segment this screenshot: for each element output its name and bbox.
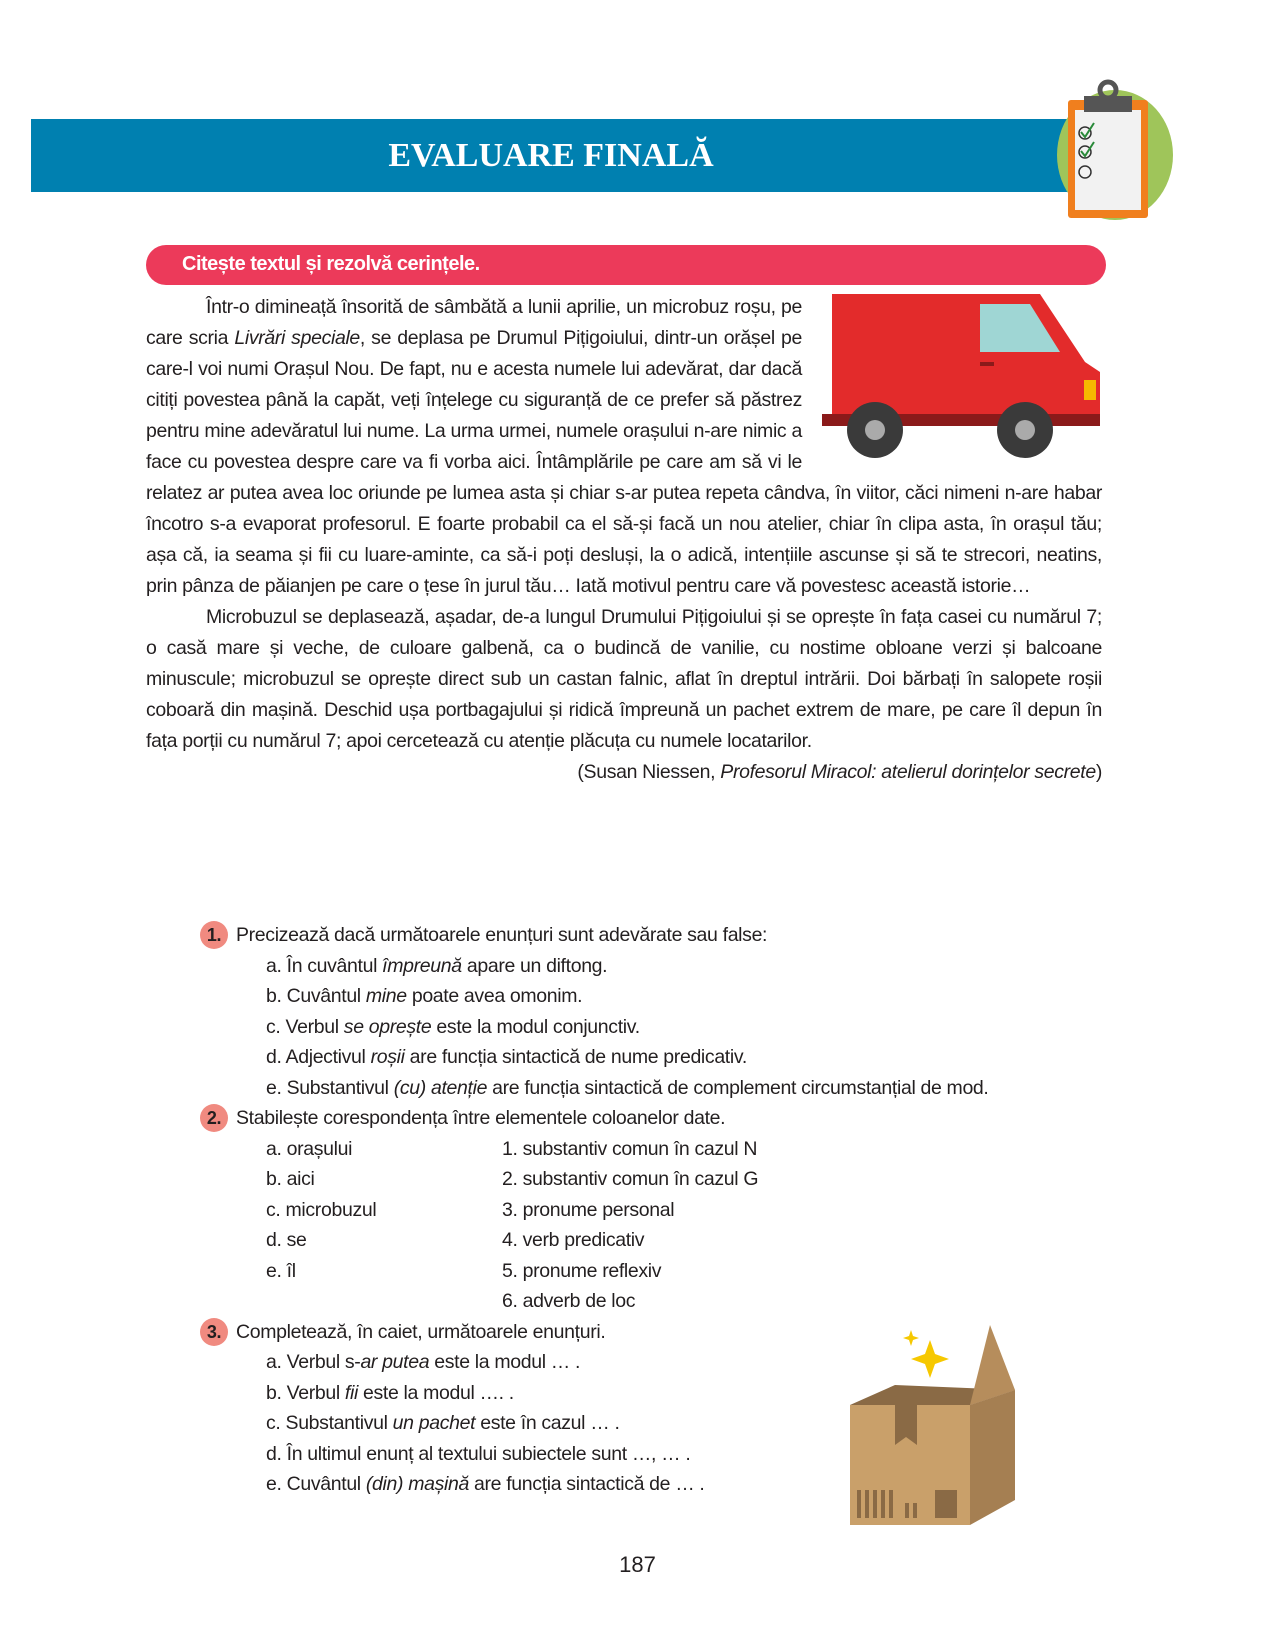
source-citation [146,757,1102,788]
question-text: Precizează dacă următoarele enunțuri sunt adevărate sau false: [236,924,768,946]
match-row [200,1164,1102,1195]
text-run: 1. substantiv comun în cazul N [502,1137,758,1160]
text-italic: Livrări speciale [234,327,360,349]
page-title: EVALUARE FINALĂ [388,137,714,174]
question-item [200,951,1102,982]
text-run: mine [365,985,407,1007]
paragraph: Microbuzul se deplasează, așadar, de-a lungul Drumului Pițigoiului și se oprește în fața casei cu numărul 7; o casă mare și veche, de culoare galbenă, ca o budincă de vanilie, cu nostime obloane verzi și balcoane minuscule; microbuzul se oprește direct sub un castan falnic, aflat în dreptul intrării. Doi bărbați în salopete roșii coboară din mașină. Deschid ușa portbagajului și ridică împreună un pachet extrem de mare, pe care îl depun în fața porții cu numărul 7; apoi cercetează cu atenție plăcuța cu numele locatarilor. [146,606,1102,752]
text-run: este în cazul … . [475,1412,620,1434]
package-box-illustration [845,1325,1015,1530]
text-run: , se deplasa pe Drumul Pițigoiului, dintr-un orășel pe care-l voi numi Orașul Nou. De fapt, nu e acesta numele lui adevărat, dar dacă citiți povestea până la capăt, veți înțelege cu siguranță de ce prefer să păstrez pentru mine adevăratul lui nume. La urma urmei, numele orașului n-are nimic a face cu povestea despre care va fi vorba aici. Întâmplările pe care am să vi le relatez ar putea avea loc oriunde pe lumea asta și chiar s-ar putea repeta cândva, în viitor, căci nimeni n-are habar încotro s-a evaporat profesorul. E foarte probabil ca el să-și facă un nou atelier, chiar în clipa asta, în orașul tău; așa că, ia seama și fii cu luare-aminte, ca să-i poți desluși, la o adică, intențiile ascunse și să te strecori, neatins, prin pânza de păianjen pe care o țese în jurul tău… Iată motivul pentru care vă povestesc această istorie… [146,327,1102,597]
text-run: c. Verbul [266,1015,344,1038]
text-run: ar putea [360,1351,430,1373]
question-1 [200,920,1102,951]
question-item [200,1012,1102,1043]
text-run: e. Cuvântul [266,1473,366,1495]
text-run: Într-o dimineață însorită de sâmbătă a lunii aprilie, un microbuz roșu, pe care scria [146,296,802,349]
text-run: a. orașului [266,1137,353,1160]
text-run: apare un diftong. [461,954,608,977]
instruction-bar [146,245,1106,285]
text-run: are funcția sintactică de nume predicativ. [404,1046,747,1068]
match-row [200,1256,1102,1287]
text-run: a. Verbul s- [266,1351,361,1373]
text-run: are funcția sintactică de complement circumstanțial de mod. [487,1076,989,1099]
match-row [200,1134,1102,1165]
text-run: (din) mașină [365,1473,469,1495]
text-run: d. În ultimul enunț al textului subiectele sunt …, … . [266,1442,691,1465]
instruction-text: Citește textul și rezolvă cerințele. [182,253,480,275]
text-run: 3. pronume personal [502,1198,675,1221]
question-2 [200,1103,1102,1134]
question-number-badge: 1. [200,921,228,949]
clipboard-icon [1050,78,1180,228]
question-number-badge: 3. [200,1318,228,1346]
text-run: fii [344,1381,358,1404]
text-run: 2. substantiv comun în cazul G [502,1168,759,1190]
text-run: este la modul … . [429,1351,581,1373]
text-run: e. îl [266,1259,296,1282]
text-run: 5. pronume reflexiv [502,1259,662,1282]
text-run [266,1286,502,1317]
text-run: poate avea omonim. [406,985,583,1007]
match-row [200,1225,1102,1256]
text-run: împreună [382,954,462,977]
text-run: b. Verbul [266,1381,345,1404]
text-run: 6. adverb de loc [502,1290,636,1312]
truck-illustration [820,292,1102,472]
text-run: (cu) atenție [393,1076,488,1099]
text-run: b. Cuvântul [266,985,366,1007]
text-run: 4. verb predicativ [502,1229,645,1251]
text-run: d. Adjectivul [266,1046,371,1068]
question-item [200,981,1102,1012]
text-run: este la modul …. . [357,1381,514,1404]
source-title: Profesorul Miracol: atelierul dorințelor secrete [720,761,1096,783]
text-run: are funcția sintactică de … . [468,1473,705,1495]
source-author: (Susan Niessen, [577,761,721,783]
question-number-badge: 2. [200,1104,228,1132]
text-run: c. microbuzul [266,1198,377,1221]
text-run: a. În cuvântul [266,954,383,977]
match-row [200,1195,1102,1226]
text-run: roșii [370,1046,405,1068]
text-run: ) [1095,761,1102,783]
text-run: se oprește [343,1015,432,1038]
page-number: 187 [619,1552,656,1577]
text-run: b. aici [266,1168,315,1190]
question-text: Stabilește corespondența între elementele coloanelor date. [236,1107,726,1129]
text-run: c. Substantivul [266,1412,393,1434]
reading-text [146,292,1102,788]
text-run: d. se [266,1229,307,1251]
text-run: este la modul conjunctiv. [431,1015,640,1038]
question-text: Completează, în caiet, următoarele enunțuri. [236,1320,606,1343]
title-banner [31,119,1071,192]
match-row [200,1286,1102,1317]
question-item [200,1073,1102,1104]
question-item [200,1042,1102,1073]
text-run: un pachet [392,1412,476,1434]
text-run: e. Substantivul [266,1076,394,1099]
